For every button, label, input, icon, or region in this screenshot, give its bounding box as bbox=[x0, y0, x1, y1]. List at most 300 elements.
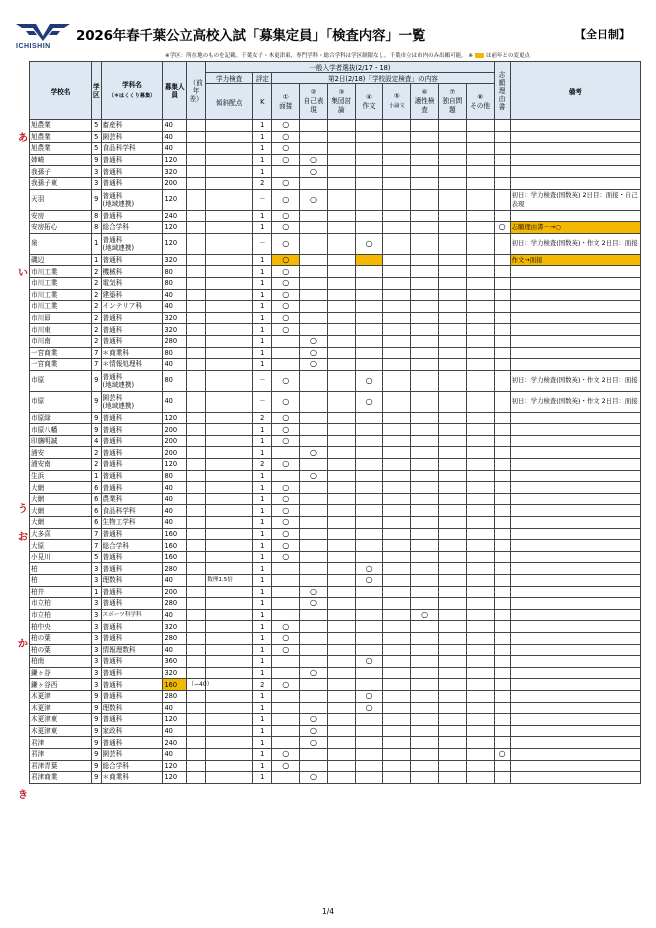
bairitsu-cell bbox=[206, 131, 253, 143]
capacity-cell: 120 bbox=[163, 772, 186, 784]
capacity-cell: 120 bbox=[163, 760, 186, 772]
aptitude-test-cell bbox=[411, 412, 439, 424]
essay-cell bbox=[355, 359, 383, 371]
other-cell bbox=[466, 621, 494, 633]
district-cell: 9 bbox=[91, 690, 101, 702]
short-essay-cell bbox=[383, 131, 411, 143]
original-test-cell bbox=[438, 143, 466, 155]
bairitsu-cell bbox=[206, 335, 253, 347]
short-essay-cell bbox=[383, 528, 411, 540]
school-name-cell: 大原 bbox=[30, 540, 92, 552]
district-cell: 2 bbox=[91, 266, 101, 278]
group-discussion-cell bbox=[327, 435, 355, 447]
k-value-cell: 1 bbox=[253, 210, 272, 222]
bairitsu-cell bbox=[206, 459, 253, 471]
school-name-cell: 鎌ヶ谷西 bbox=[30, 679, 92, 691]
other-cell bbox=[466, 277, 494, 289]
original-test-cell bbox=[438, 301, 466, 313]
interview-cell bbox=[272, 702, 300, 714]
group-discussion-cell bbox=[327, 266, 355, 278]
dept-name-cell: 普通科 bbox=[101, 667, 163, 679]
capacity-cell: 240 bbox=[163, 210, 186, 222]
remark-cell: 初日：学力検査(国数英)・作文 2日目：面接 bbox=[510, 233, 640, 254]
group-discussion-cell bbox=[327, 131, 355, 143]
district-cell: 2 bbox=[91, 447, 101, 459]
original-test-cell bbox=[438, 324, 466, 336]
district-cell: 6 bbox=[91, 482, 101, 494]
header-c6-num: ⑥ bbox=[421, 88, 428, 96]
group-discussion-cell bbox=[327, 391, 355, 412]
original-test-cell bbox=[438, 370, 466, 391]
short-essay-cell bbox=[383, 210, 411, 222]
bairitsu-cell bbox=[206, 632, 253, 644]
dept-name-cell: 普通科 bbox=[101, 210, 163, 222]
school-name-cell: 木更津東 bbox=[30, 714, 92, 726]
prev-diff-cell bbox=[186, 517, 205, 529]
aptitude-test-cell bbox=[411, 586, 439, 598]
k-value-cell: － bbox=[253, 370, 272, 391]
capacity-cell: 40 bbox=[163, 482, 186, 494]
dept-name-cell: 普通科 bbox=[101, 632, 163, 644]
capacity-cell: 200 bbox=[163, 447, 186, 459]
shigan-cell bbox=[494, 714, 510, 726]
k-value-cell: 1 bbox=[253, 447, 272, 459]
remark-cell: 初日：学力検査(国数英)・作文 2日目：面接 bbox=[510, 370, 640, 391]
prev-diff-cell bbox=[186, 540, 205, 552]
prev-diff-cell bbox=[186, 702, 205, 714]
school-name-cell: 天羽 bbox=[30, 189, 92, 210]
self-expression-cell bbox=[300, 266, 328, 278]
k-value-cell: 1 bbox=[253, 424, 272, 436]
original-test-cell bbox=[438, 266, 466, 278]
dept-name-cell: 園芸科 bbox=[101, 131, 163, 143]
k-value-cell: 1 bbox=[253, 586, 272, 598]
dept-name-cell: 総合学科 bbox=[101, 760, 163, 772]
essay-cell bbox=[355, 725, 383, 737]
self-expression-cell bbox=[300, 632, 328, 644]
original-test-cell bbox=[438, 347, 466, 359]
school-name-cell: 市川昴 bbox=[30, 312, 92, 324]
district-cell: 3 bbox=[91, 563, 101, 575]
bairitsu-cell bbox=[206, 233, 253, 254]
header-c7-num: ⑦ bbox=[449, 88, 456, 96]
other-cell bbox=[466, 154, 494, 166]
district-cell: 9 bbox=[91, 748, 101, 760]
group-discussion-cell bbox=[327, 644, 355, 656]
essay-cell bbox=[355, 177, 383, 189]
essay-cell bbox=[355, 482, 383, 494]
district-cell: 1 bbox=[91, 233, 101, 254]
bairitsu-cell bbox=[206, 312, 253, 324]
prev-diff-cell bbox=[186, 233, 205, 254]
table-row bbox=[30, 143, 641, 155]
k-value-cell: 1 bbox=[253, 143, 272, 155]
table-row bbox=[30, 737, 641, 749]
capacity-cell: 80 bbox=[163, 347, 186, 359]
capacity-cell: 80 bbox=[163, 266, 186, 278]
group-discussion-cell bbox=[327, 412, 355, 424]
table-row bbox=[30, 644, 641, 656]
kana-u: う bbox=[18, 504, 28, 515]
aptitude-test-cell bbox=[411, 540, 439, 552]
prev-diff-cell bbox=[186, 714, 205, 726]
bairitsu-cell bbox=[206, 324, 253, 336]
table-row bbox=[30, 289, 641, 301]
shigan-cell bbox=[494, 575, 510, 587]
school-name-cell: 大網 bbox=[30, 505, 92, 517]
capacity-cell: 40 bbox=[163, 644, 186, 656]
ichishin-logo bbox=[14, 20, 72, 58]
k-value-cell: 1 bbox=[253, 359, 272, 371]
capacity-cell: 320 bbox=[163, 166, 186, 178]
dept-name-cell: 普通科 bbox=[101, 324, 163, 336]
remark-cell bbox=[510, 166, 640, 178]
aptitude-test-cell bbox=[411, 312, 439, 324]
bairitsu-cell bbox=[206, 347, 253, 359]
other-cell bbox=[466, 760, 494, 772]
school-name-cell: 君津青葉 bbox=[30, 760, 92, 772]
essay-cell bbox=[355, 505, 383, 517]
self-expression-cell: ○ bbox=[300, 598, 328, 610]
other-cell bbox=[466, 517, 494, 529]
remark-cell bbox=[510, 563, 640, 575]
remark-cell bbox=[510, 586, 640, 598]
header-prev-diff: （前年差） bbox=[186, 62, 205, 120]
k-value-cell: 1 bbox=[253, 667, 272, 679]
capacity-cell: 120 bbox=[163, 459, 186, 471]
group-discussion-cell bbox=[327, 210, 355, 222]
interview-cell: ○ bbox=[272, 210, 300, 222]
k-value-cell: 1 bbox=[253, 254, 272, 266]
bairitsu-cell bbox=[206, 714, 253, 726]
prev-diff-cell bbox=[186, 482, 205, 494]
k-value-cell: 1 bbox=[253, 493, 272, 505]
capacity-cell: 40 bbox=[163, 131, 186, 143]
original-test-cell bbox=[438, 177, 466, 189]
short-essay-cell bbox=[383, 120, 411, 132]
shigan-cell bbox=[494, 412, 510, 424]
aptitude-test-cell bbox=[411, 222, 439, 234]
self-expression-cell bbox=[300, 690, 328, 702]
group-discussion-cell bbox=[327, 493, 355, 505]
table-row bbox=[30, 335, 641, 347]
group-discussion-cell bbox=[327, 598, 355, 610]
k-value-cell: 1 bbox=[253, 598, 272, 610]
group-discussion-cell bbox=[327, 482, 355, 494]
header-shigan: 志願理由書 bbox=[494, 62, 510, 120]
k-value-cell: 1 bbox=[253, 575, 272, 587]
prev-diff-cell bbox=[186, 772, 205, 784]
header-c2-num: ② bbox=[310, 88, 317, 96]
district-cell: 9 bbox=[91, 370, 101, 391]
dept-name-cell: 農業科 bbox=[101, 493, 163, 505]
k-value-cell: 1 bbox=[253, 725, 272, 737]
header-c3-label: 集団討論 bbox=[331, 97, 352, 114]
prev-diff-cell bbox=[186, 189, 205, 210]
header-c8-label: その他 bbox=[470, 101, 491, 110]
short-essay-cell bbox=[383, 459, 411, 471]
original-test-cell bbox=[438, 679, 466, 691]
essay-cell: ○ bbox=[355, 370, 383, 391]
prev-diff-cell bbox=[186, 210, 205, 222]
group-discussion-cell bbox=[327, 575, 355, 587]
short-essay-cell bbox=[383, 177, 411, 189]
table-row bbox=[30, 459, 641, 471]
prev-diff-cell bbox=[186, 335, 205, 347]
self-expression-cell bbox=[300, 505, 328, 517]
essay-cell bbox=[355, 210, 383, 222]
k-value-cell: 2 bbox=[253, 459, 272, 471]
remark-cell bbox=[510, 435, 640, 447]
full-time-badge: 【全日制】 bbox=[575, 28, 630, 41]
short-essay-cell bbox=[383, 254, 411, 266]
self-expression-cell bbox=[300, 391, 328, 412]
short-essay-cell bbox=[383, 324, 411, 336]
prev-diff-cell bbox=[186, 166, 205, 178]
school-name-cell: 一宮商業 bbox=[30, 347, 92, 359]
bairitsu-cell bbox=[206, 154, 253, 166]
table-row bbox=[30, 470, 641, 482]
essay-cell bbox=[355, 551, 383, 563]
self-expression-cell bbox=[300, 551, 328, 563]
prev-diff-cell bbox=[186, 177, 205, 189]
k-value-cell: 1 bbox=[253, 714, 272, 726]
short-essay-cell bbox=[383, 760, 411, 772]
bairitsu-cell bbox=[206, 598, 253, 610]
bairitsu-cell bbox=[206, 210, 253, 222]
short-essay-cell bbox=[383, 222, 411, 234]
remark-cell bbox=[510, 335, 640, 347]
shigan-cell bbox=[494, 459, 510, 471]
prev-diff-cell bbox=[186, 370, 205, 391]
dept-name-cell: ＊商業科 bbox=[101, 772, 163, 784]
table-row bbox=[30, 551, 641, 563]
aptitude-test-cell bbox=[411, 143, 439, 155]
remark-cell bbox=[510, 177, 640, 189]
aptitude-test-cell bbox=[411, 632, 439, 644]
self-expression-cell bbox=[300, 760, 328, 772]
essay-cell bbox=[355, 301, 383, 313]
original-test-cell bbox=[438, 528, 466, 540]
dept-name-cell: 情報理数科 bbox=[101, 644, 163, 656]
logo-text: ICHISHIN bbox=[16, 43, 51, 50]
remark-cell bbox=[510, 277, 640, 289]
prev-diff-cell bbox=[186, 301, 205, 313]
bairitsu-cell bbox=[206, 277, 253, 289]
capacity-cell: 200 bbox=[163, 177, 186, 189]
group-discussion-cell bbox=[327, 424, 355, 436]
other-cell bbox=[466, 493, 494, 505]
short-essay-cell bbox=[383, 301, 411, 313]
shigan-cell bbox=[494, 177, 510, 189]
other-cell bbox=[466, 667, 494, 679]
interview-cell bbox=[272, 335, 300, 347]
aptitude-test-cell bbox=[411, 177, 439, 189]
other-cell bbox=[466, 725, 494, 737]
self-expression-cell bbox=[300, 370, 328, 391]
dept-name-cell: 普通科 bbox=[101, 679, 163, 691]
capacity-cell: 40 bbox=[163, 359, 186, 371]
exam-table-wrapper bbox=[29, 61, 641, 784]
table-row bbox=[30, 131, 641, 143]
aptitude-test-cell bbox=[411, 644, 439, 656]
school-name-cell: 大網 bbox=[30, 493, 92, 505]
capacity-cell: 120 bbox=[163, 189, 186, 210]
shigan-cell bbox=[494, 690, 510, 702]
k-value-cell: 1 bbox=[253, 470, 272, 482]
interview-cell: ○ bbox=[272, 621, 300, 633]
table-row bbox=[30, 760, 641, 772]
short-essay-cell bbox=[383, 656, 411, 668]
short-essay-cell bbox=[383, 748, 411, 760]
bairitsu-cell bbox=[206, 189, 253, 210]
district-cell: 6 bbox=[91, 505, 101, 517]
essay-cell bbox=[355, 189, 383, 210]
dept-name-cell: 普通科 bbox=[101, 690, 163, 702]
capacity-cell: 40 bbox=[163, 143, 186, 155]
district-cell: 9 bbox=[91, 737, 101, 749]
interview-cell bbox=[272, 609, 300, 621]
self-expression-cell bbox=[300, 493, 328, 505]
short-essay-cell bbox=[383, 424, 411, 436]
bairitsu-cell bbox=[206, 725, 253, 737]
remark-cell bbox=[510, 632, 640, 644]
remark-cell bbox=[510, 210, 640, 222]
remark-cell bbox=[510, 143, 640, 155]
self-expression-cell: ○ bbox=[300, 586, 328, 598]
shigan-cell bbox=[494, 551, 510, 563]
essay-cell: ○ bbox=[355, 702, 383, 714]
prev-diff-cell bbox=[186, 424, 205, 436]
group-discussion-cell bbox=[327, 335, 355, 347]
k-value-cell: 1 bbox=[253, 760, 272, 772]
table-row bbox=[30, 714, 641, 726]
aptitude-test-cell bbox=[411, 277, 439, 289]
dept-name-cell: ＊商業科 bbox=[101, 347, 163, 359]
original-test-cell bbox=[438, 277, 466, 289]
prev-diff-cell bbox=[186, 254, 205, 266]
interview-cell bbox=[272, 667, 300, 679]
other-cell bbox=[466, 391, 494, 412]
short-essay-cell bbox=[383, 391, 411, 412]
aptitude-test-cell bbox=[411, 435, 439, 447]
k-value-cell: 1 bbox=[253, 312, 272, 324]
k-value-cell: 1 bbox=[253, 301, 272, 313]
aptitude-test-cell bbox=[411, 301, 439, 313]
self-expression-cell bbox=[300, 177, 328, 189]
school-name-cell: 市川工業 bbox=[30, 277, 92, 289]
district-cell: 9 bbox=[91, 424, 101, 436]
district-cell: 7 bbox=[91, 540, 101, 552]
aptitude-test-cell: ○ bbox=[411, 609, 439, 621]
interview-cell: ○ bbox=[272, 370, 300, 391]
exam-table-body bbox=[30, 120, 641, 784]
essay-cell bbox=[355, 435, 383, 447]
essay-cell bbox=[355, 644, 383, 656]
self-expression-cell: ○ bbox=[300, 667, 328, 679]
dept-name-cell: 理数科 bbox=[101, 575, 163, 587]
shigan-cell bbox=[494, 277, 510, 289]
capacity-cell: 200 bbox=[163, 424, 186, 436]
district-cell: 2 bbox=[91, 301, 101, 313]
page-number: 1/4 bbox=[321, 907, 335, 916]
shigan-cell bbox=[494, 254, 510, 266]
remark-cell: 初日：学力検査(国数英)・作文 2日目：面接 bbox=[510, 391, 640, 412]
prev-diff-cell bbox=[186, 528, 205, 540]
school-name-cell: 浦安 bbox=[30, 447, 92, 459]
bairitsu-cell bbox=[206, 540, 253, 552]
shigan-cell bbox=[494, 312, 510, 324]
short-essay-cell bbox=[383, 586, 411, 598]
essay-cell bbox=[355, 493, 383, 505]
prev-diff-cell bbox=[186, 120, 205, 132]
group-discussion-cell bbox=[327, 324, 355, 336]
shigan-cell bbox=[494, 760, 510, 772]
interview-cell: ○ bbox=[272, 177, 300, 189]
essay-cell bbox=[355, 748, 383, 760]
essay-cell bbox=[355, 714, 383, 726]
district-cell: 3 bbox=[91, 166, 101, 178]
table-row bbox=[30, 632, 641, 644]
short-essay-cell bbox=[383, 517, 411, 529]
self-expression-cell: ○ bbox=[300, 189, 328, 210]
group-discussion-cell bbox=[327, 447, 355, 459]
shigan-cell bbox=[494, 493, 510, 505]
essay-cell bbox=[355, 621, 383, 633]
school-name-cell: 柏の葉 bbox=[30, 632, 92, 644]
remark-cell: 初日：学力検査(国数英) 2日目：面接・自己表現 bbox=[510, 189, 640, 210]
exam-table bbox=[29, 61, 641, 784]
original-test-cell bbox=[438, 254, 466, 266]
remark-cell bbox=[510, 289, 640, 301]
bairitsu-cell bbox=[206, 120, 253, 132]
dept-name-cell: 普通科 bbox=[101, 470, 163, 482]
bairitsu-cell: 数理1.5倍 bbox=[206, 575, 253, 587]
self-expression-cell bbox=[300, 435, 328, 447]
district-cell: 3 bbox=[91, 644, 101, 656]
capacity-cell: 320 bbox=[163, 667, 186, 679]
self-expression-cell bbox=[300, 656, 328, 668]
short-essay-cell bbox=[383, 143, 411, 155]
interview-cell: ○ bbox=[272, 391, 300, 412]
shigan-cell bbox=[494, 725, 510, 737]
essay-cell bbox=[355, 120, 383, 132]
table-row bbox=[30, 210, 641, 222]
remark-cell bbox=[510, 690, 640, 702]
bairitsu-cell bbox=[206, 177, 253, 189]
original-test-cell bbox=[438, 551, 466, 563]
remark-cell bbox=[510, 667, 640, 679]
essay-cell bbox=[355, 528, 383, 540]
district-cell: 5 bbox=[91, 143, 101, 155]
district-cell: 3 bbox=[91, 656, 101, 668]
original-test-cell bbox=[438, 644, 466, 656]
district-cell: 7 bbox=[91, 347, 101, 359]
prev-diff-cell bbox=[186, 435, 205, 447]
prev-diff-cell bbox=[186, 586, 205, 598]
capacity-cell: 280 bbox=[163, 632, 186, 644]
interview-cell: ○ bbox=[272, 254, 300, 266]
group-discussion-cell bbox=[327, 370, 355, 391]
prev-diff-cell bbox=[186, 412, 205, 424]
table-row bbox=[30, 540, 641, 552]
k-value-cell: 1 bbox=[253, 609, 272, 621]
prev-diff-cell bbox=[186, 725, 205, 737]
k-value-cell: 1 bbox=[253, 435, 272, 447]
essay-cell: ○ bbox=[355, 563, 383, 575]
school-name-cell: 木更津 bbox=[30, 702, 92, 714]
bairitsu-cell bbox=[206, 563, 253, 575]
